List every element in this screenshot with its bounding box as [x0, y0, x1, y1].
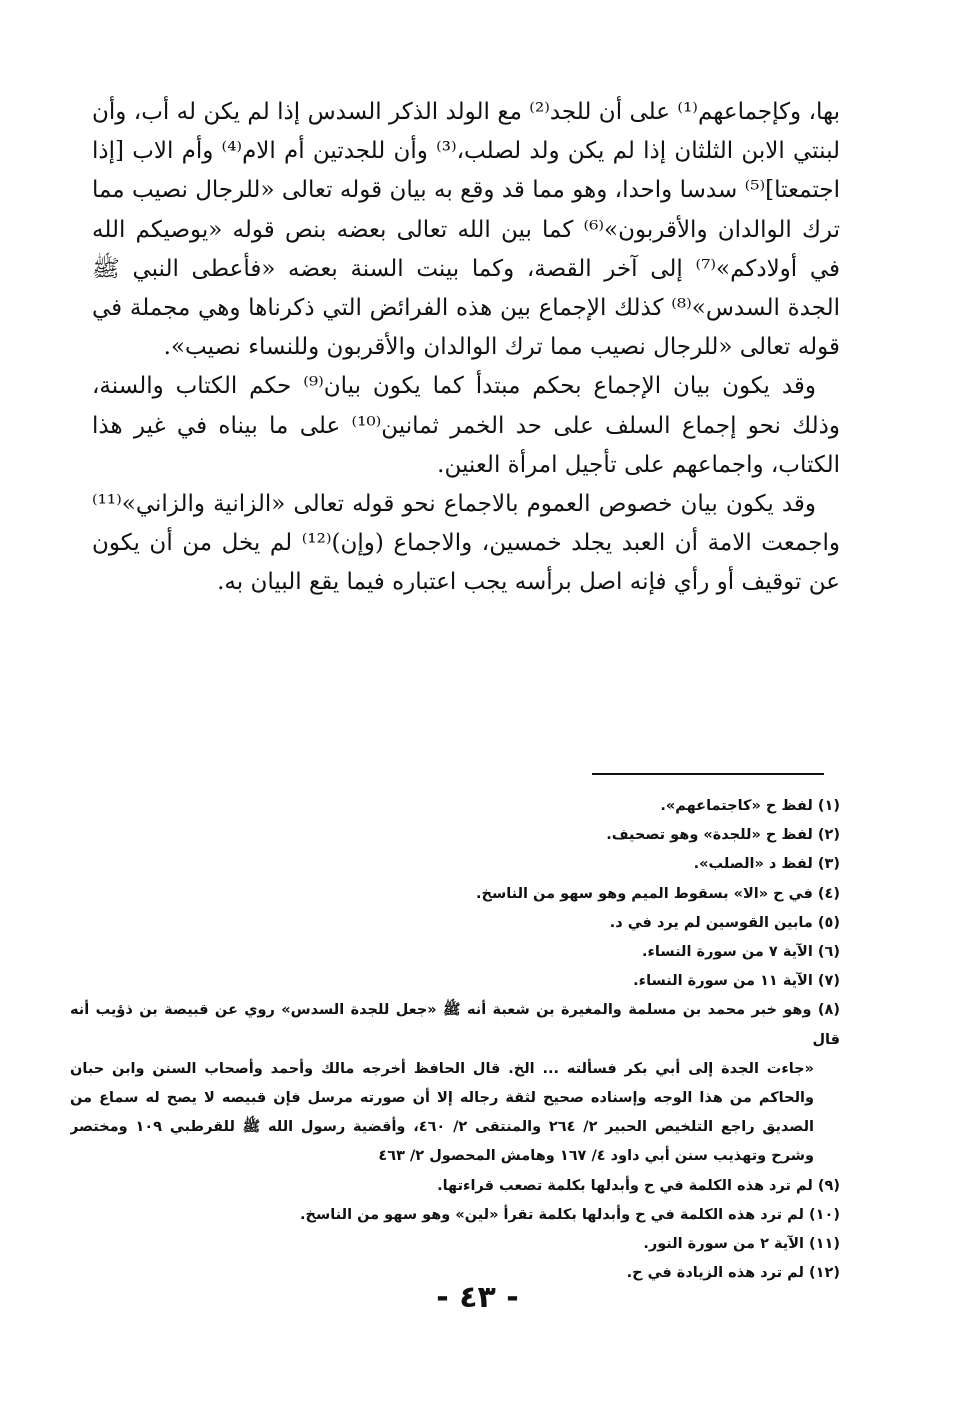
footnote-9: (٩) لم ترد هذه الكلمة في ح وأبدلها بكلمة تصعب قراءتها.: [437, 1177, 840, 1194]
footnote-3: (٣) لفظ د «الصلب».: [693, 856, 840, 873]
paragraph-2: وقد يكون بيان الإجماع بحكم مبتدأ كما يكون بيان⁽⁹⁾ حكم الكتاب والسنة، وذلك نحو إجماع السلف على حد الخمر ثمانين⁽¹⁰⁾ على ما بيناه في غير هذا الكتاب، واجماعهم على تأجيل امرأة العنين.: [92, 373, 840, 478]
footnote-7: (٧) الآية ١١ من سورة النساء.: [633, 973, 840, 990]
footnotes: [70, 792, 840, 1288]
footnote-4: (٤) في ح «الا» بسقوط الميم وهو سهو من الناسخ.: [476, 885, 840, 902]
page-number: - ٤٣ -: [436, 1280, 519, 1315]
footnote-1: (١) لفظ ح «كاجتماعهم».: [660, 798, 840, 814]
footnote-5: (٥) مابين القوسين لم يرد في د.: [609, 914, 840, 931]
footnote-12: (١٢) لم ترد هذه الزيادة في ح.: [626, 1265, 840, 1282]
footnote-8-first-line: (٨) وهو خبر محمد بن مسلمة والمغيرة بن شعبة أنه ﷺ «جعل للجدة السدس» روي عن قبيصة بن ذؤيب أنه قال: [70, 1002, 840, 1048]
footnote-11: (١١) الآية ٢ من سورة النور.: [643, 1236, 840, 1253]
footnote-8-continuation: «جاءت الجدة إلى أبي بكر فسألته ... الخ. قال الحافظ أخرجه مالك وأحمد وأصحاب السنن وابن حبان والحاكم من هذا الوجه وإسناده صحيح لثقة رجاله إلا أن صورته مرسل فإن قبيصه لا يصح له سماع من الصديق راجع التلخيص الحبير ٢/ ٢٦٤ والمنتقى ٢/ ٤٦٠، وأقضية رسول الله ﷺ للقرطبي ١٠٩ ومختصر وشرح وتهذيب سنن أبي داود ٤/ ١٦٧ وهامش المحصول ٢/ ٤٦٣: [70, 1060, 814, 1165]
paragraph-3: وقد يكون بيان خصوص العموم بالاجماع نحو قوله تعالى «الزانية والزاني»⁽¹¹⁾ واجمعت الامة أن العبد يجلد خمسين، والاجماع (وإن)⁽¹²⁾ لم يخل من أن يكون عن توقيف أو رأي فإنه اصل برأسه يجب اعتباره فيما يقع البيان به.: [92, 491, 841, 596]
footnote-8: [70, 996, 840, 1171]
paragraph-1: بها، وكإجماعهم⁽¹⁾ على أن للجد⁽²⁾ مع الولد الذكر السدس إذا لم يكن له أب، وأن لبنتي الابن الثلثان إذا لم يكن ولد لصلب،⁽³⁾ وأن للجدتين أم الام⁽⁴⁾ وأم الاب [إذا اجتمعتا]⁽⁵⁾ سدسا واحدا، وهو مما قد وقع به بيان قوله تعالى «للرجال نصيب مما ترك الوالدان والأقربون»⁽⁶⁾ كما بين الله تعالى بعضه بنص قوله «يوصيكم الله في أولادكم»⁽⁷⁾ إلى آخر القصة، وكما بينت السنة بعضه «فأعطى النبي ﷺ الجدة السدس»⁽⁸⁾ كذلك الإجماع بين هذه الفرائض التي ذكرناها وهي مجملة في قوله تعالى «للرجال نصيب مما ترك الوالدان والأقربون وللنساء نصيب».: [92, 99, 841, 361]
footnote-separator: [592, 773, 824, 775]
footnote-2: (٢) لفظ ح «للجدة» وهو تصحيف.: [606, 827, 840, 844]
footnote-10: (١٠) لم ترد هذه الكلمة في ح وأبدلها بكلمة تقرأ «لين» وهو سهو من الناسخ.: [300, 1206, 840, 1223]
main-text: [92, 93, 840, 603]
footnote-6: (٦) الآية ٧ من سورة النساء.: [642, 944, 840, 961]
